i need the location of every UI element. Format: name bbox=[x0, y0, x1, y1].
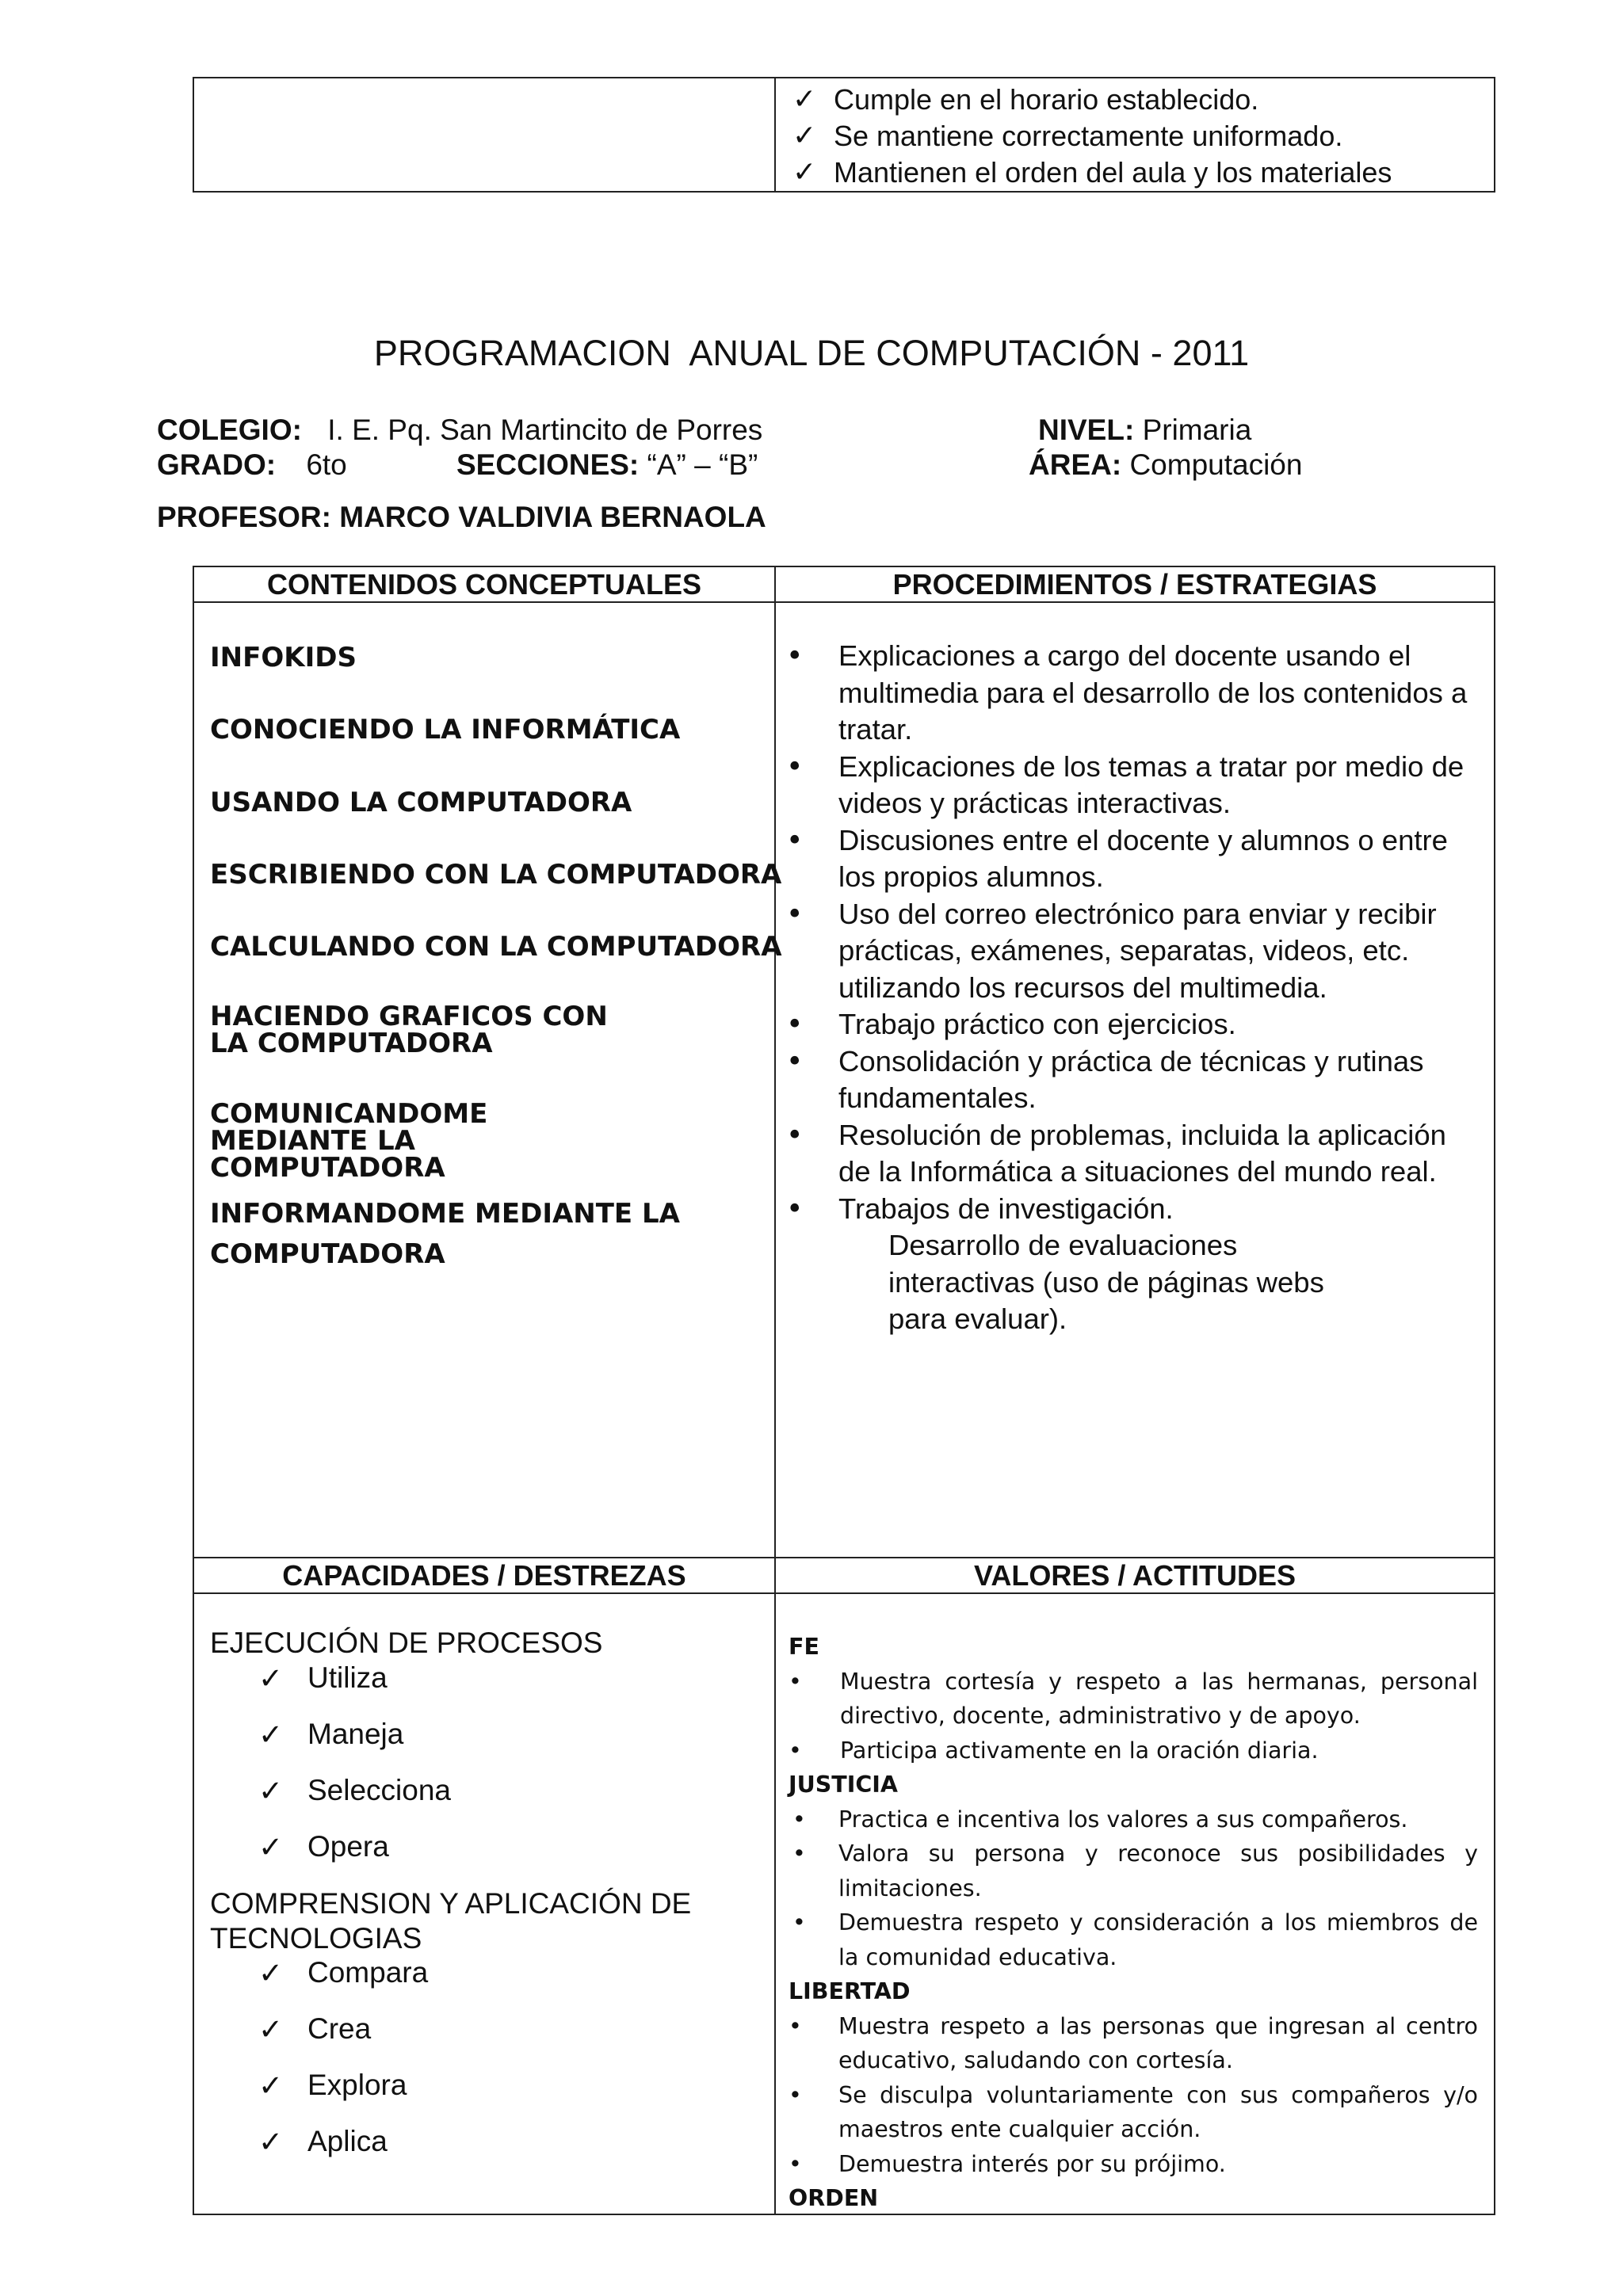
nivel-value: Primaria bbox=[1142, 414, 1252, 446]
valor-item: • Participa activamente en la oración diaria. bbox=[789, 1733, 1478, 1768]
capacity-item: ✓ Aplica bbox=[258, 2125, 388, 2159]
procedimientos-list bbox=[786, 638, 1484, 1338]
bullet-icon: • bbox=[786, 822, 804, 857]
bullet-icon: • bbox=[786, 1007, 804, 1041]
procedimientos-header: PROCEDIMIENTOS / ESTRATEGIAS bbox=[892, 568, 1377, 601]
check-icon: ✓ bbox=[258, 2069, 284, 2103]
bullet-icon: • bbox=[789, 2012, 802, 2039]
check-icon: ✓ bbox=[792, 83, 817, 116]
procedure-item: • Discusiones entre el docente y alumnos o entre los propios alumnos. bbox=[786, 822, 1448, 893]
procedure-item: • Consolidación y práctica de técnicas y rutinas fundamentales. bbox=[786, 1043, 1424, 1114]
valor-item: • Demuestra respeto y consideración a los miembros de la comunidad educativa. bbox=[789, 1905, 1478, 1974]
nivel-label: NIVEL: bbox=[1038, 414, 1135, 446]
area-label: ÁREA: bbox=[1029, 448, 1122, 481]
bullet-icon: • bbox=[786, 749, 804, 784]
page-title: PROGRAMACION ANUAL DE COMPUTACIÓN - 2011 bbox=[373, 333, 1250, 373]
procedure-item: • Uso del correo electrónico para enviar y recibir prácticas, exámenes, separatas, videos, etc. utilizando los recursos del multimedia. bbox=[786, 896, 1437, 1004]
area-line bbox=[1029, 448, 1302, 482]
check-icon: ✓ bbox=[258, 1956, 284, 1990]
valor-item: • Practica e incentiva los valores a sus compañeros. bbox=[789, 1802, 1478, 1837]
valor-item: • Muestra respeto a las personas que ingresan al centro educativo, saludando con cortesía. bbox=[789, 2009, 1478, 2078]
bullet-icon: • bbox=[792, 1840, 806, 1867]
contenido-item: CONOCIENDO LA INFORMÁTICA bbox=[210, 714, 681, 746]
contenido-item: HACIENDO GRAFICOS CON LA COMPUTADORA bbox=[210, 1001, 608, 1059]
valor-item: • Muestra cortesía y respeto a las hermanas, personal directivo, docente, administrativo y de apoyo. bbox=[789, 1665, 1478, 1733]
bullet-icon: • bbox=[786, 1117, 804, 1152]
contenidos-header: CONTENIDOS CONCEPTUALES bbox=[266, 568, 702, 601]
bullet-icon: • bbox=[789, 1737, 802, 1764]
capacity-item: ✓ Opera bbox=[258, 1830, 389, 1864]
valores-list bbox=[789, 1630, 1478, 2216]
procedure-item: • Trabajo práctico con ejercicios. bbox=[786, 1006, 1484, 1043]
procedure-item: • Explicaciones a cargo del docente usando el multimedia para el desarrollo de los contenidos a tratar. bbox=[786, 639, 1468, 746]
group-title: COMPRENSION Y APLICACIÓN DE TECNOLOGIAS bbox=[210, 1887, 692, 1955]
contenido-item: INFORMANDOME MEDIANTE LA bbox=[210, 1198, 680, 1230]
profesor-line: PROFESOR: MARCO VALDIVIA BERNAOLA bbox=[157, 501, 766, 533]
contenido-item: COMPUTADORA bbox=[210, 1238, 445, 1270]
check-icon: ✓ bbox=[258, 1718, 284, 1752]
capacity-item: ✓ Crea bbox=[258, 2012, 372, 2046]
capacity-item: ✓ Utiliza bbox=[258, 1661, 388, 1695]
bullet-icon: • bbox=[792, 1806, 806, 1833]
grado-value: 6to bbox=[306, 448, 347, 481]
capacity-item: ✓ Explora bbox=[258, 2069, 407, 2103]
valor-item: • Valora su persona y reconoce sus posibilidades y limitaciones. bbox=[789, 1836, 1478, 1905]
checklist-item: ✓ Se mantiene correctamente uniformado. bbox=[792, 118, 1490, 154]
valor-group-title: ORDEN bbox=[789, 2185, 879, 2211]
checklist-item: ✓ Cumple en el horario establecido. bbox=[792, 82, 1490, 118]
valor-item: • Demuestra interés por su prójimo. bbox=[789, 2147, 1478, 2182]
valor-group-title: FE bbox=[789, 1634, 819, 1660]
check-icon: ✓ bbox=[258, 2012, 284, 2046]
check-icon: ✓ bbox=[792, 156, 817, 189]
valor-item: • Se disculpa voluntariamente con sus compañeros y/o maestros ente cualquier acción. bbox=[789, 2078, 1478, 2147]
colegio-label: COLEGIO: bbox=[157, 414, 302, 446]
secciones-value: “A” – “B” bbox=[647, 448, 758, 481]
bullet-icon: • bbox=[789, 2150, 802, 2177]
grado-line bbox=[157, 448, 347, 482]
contenido-item: INFOKIDS bbox=[210, 642, 357, 673]
procedure-item: • Resolución de problemas, incluida la aplicación de la Informática a situaciones del mundo real. bbox=[786, 1117, 1446, 1188]
contenido-item: CALCULANDO CON LA COMPUTADORA bbox=[210, 931, 782, 963]
colegio-line bbox=[157, 414, 762, 447]
area-value: Computación bbox=[1129, 448, 1303, 481]
check-icon: ✓ bbox=[792, 120, 817, 152]
bullet-icon: • bbox=[789, 2081, 802, 2108]
top-checklist bbox=[792, 82, 1490, 191]
contenido-item: COMUNICANDOME MEDIANTE LA COMPUTADORA bbox=[210, 1098, 488, 1184]
bullet-icon: • bbox=[786, 1191, 804, 1226]
procedure-item: • Trabajos de investigación. bbox=[786, 1191, 1484, 1228]
check-icon: ✓ bbox=[258, 2125, 284, 2159]
capacity-item: ✓ Selecciona bbox=[258, 1774, 452, 1808]
capacidades-header: CAPACIDADES / DESTREZAS bbox=[282, 1559, 686, 1592]
secciones-label: SECCIONES: bbox=[456, 448, 640, 481]
grado-label: GRADO: bbox=[157, 448, 277, 481]
procedure-item: • Explicaciones de los temas a tratar por medio de videos y prácticas interactivas. bbox=[786, 749, 1465, 819]
valores-header: VALORES / ACTITUDES bbox=[973, 1559, 1296, 1592]
check-icon: ✓ bbox=[258, 1661, 284, 1695]
nivel-line bbox=[1038, 414, 1251, 447]
check-icon: ✓ bbox=[258, 1830, 284, 1864]
valor-group-title: LIBERTAD bbox=[789, 1978, 911, 2004]
group-title: EJECUCIÓN DE PROCESOS bbox=[210, 1627, 603, 1659]
bullet-icon: • bbox=[789, 1668, 802, 1695]
bullet-icon: • bbox=[786, 896, 804, 931]
bullet-icon: • bbox=[786, 1043, 804, 1078]
contenido-item: ESCRIBIENDO CON LA COMPUTADORA bbox=[210, 859, 782, 891]
capacity-item: ✓ Maneja bbox=[258, 1718, 404, 1752]
contenido-item: USANDO LA COMPUTADORA bbox=[210, 787, 632, 818]
checklist-item: ✓ Mantienen el orden del aula y los materiales bbox=[792, 154, 1490, 191]
secciones-line bbox=[456, 448, 758, 482]
colegio-value: I. E. Pq. San Martincito de Porres bbox=[327, 414, 763, 446]
bullet-icon: • bbox=[792, 1909, 806, 1936]
valor-group-title: JUSTICIA bbox=[789, 1772, 898, 1798]
check-icon: ✓ bbox=[258, 1774, 284, 1808]
procedure-tail: Desarrollo de evaluaciones interactivas (uso de páginas webs para evaluar). bbox=[888, 1229, 1324, 1335]
capacity-item: ✓ Compara bbox=[258, 1956, 429, 1990]
bullet-icon: • bbox=[786, 639, 804, 673]
